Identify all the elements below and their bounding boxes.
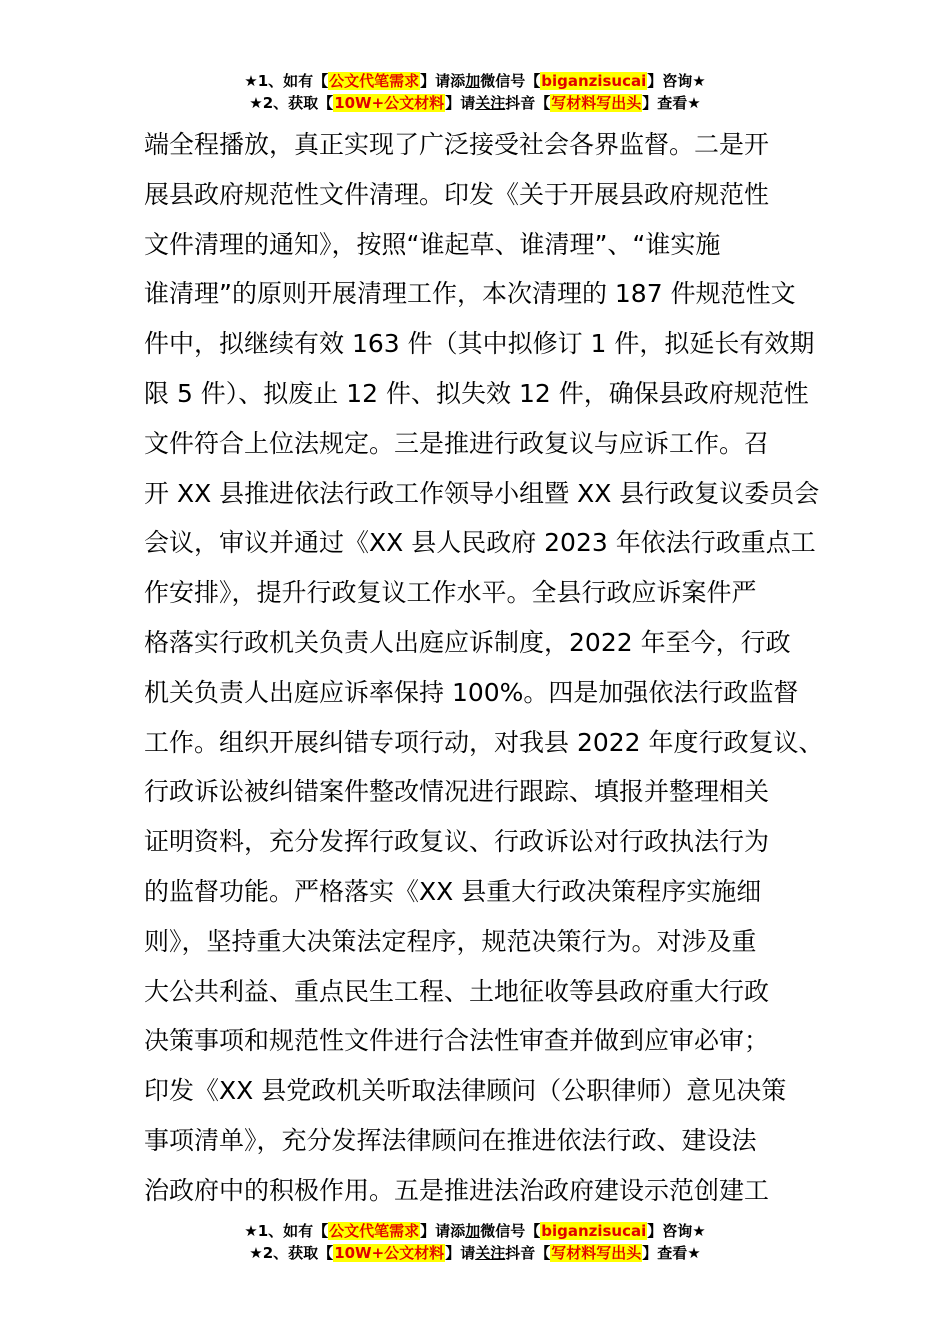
body-line: 决策事项和规范性文件进行合法性审查并做到应审必审；	[144, 1026, 770, 1056]
highlight-text: 公文代笔需求	[329, 72, 420, 90]
banner-text: ★2、获取【	[249, 1244, 334, 1262]
body-line: 文件清理的通知》，按照“谁起草、谁清理”、“谁实施	[144, 229, 721, 259]
highlight-text: 10W+公文材料	[334, 1244, 445, 1262]
body-line: 格落实行政机关负责人出庭应诉制度，2022 年至今，行政	[144, 627, 791, 657]
banner-text: 】查看★	[642, 1244, 701, 1262]
body-line: 的监督功能。严格落实《XX 县重大行政决策程序实施细	[144, 876, 762, 906]
highlight-text: 10W+公文材料	[334, 94, 445, 112]
body-line: 端全程播放，真正实现了广泛接受社会各界监督。二是开	[144, 130, 770, 159]
banner-text: 微信号【	[480, 72, 541, 90]
body-line: 工作。组织开展纠错专项行动，对我县 2022 年度行政复议、	[144, 727, 824, 757]
body-line: 则》，坚持重大决策法定程序，规范决策行为。对涉及重	[144, 926, 757, 956]
body-line: 会议，审议并通过《XX 县人民政府 2023 年依法行政重点工	[144, 528, 816, 558]
banner-text: 】请	[445, 1244, 476, 1262]
banner-text: 抖音【	[505, 1244, 551, 1262]
body-line: 治政府中的积极作用。五是推进法治政府建设示范创建工	[144, 1175, 770, 1205]
body-line: 事项清单》，充分发挥法律顾问在推进依法行政、建设法	[144, 1125, 757, 1155]
body-line: 大公共利益、重点民生工程、土地征收等县政府重大行政	[144, 976, 770, 1006]
banner-text: 抖音【	[505, 94, 551, 112]
body-line: 行政诉讼被纠错案件整改情况进行跟踪、填报并整理相关	[144, 777, 770, 807]
body-line: 作安排》，提升行政复议工作水平。全县行政应诉案件严	[144, 578, 757, 608]
banner-text: 微信号【	[480, 1222, 541, 1240]
banner-text: 】咨询★	[647, 1222, 706, 1240]
underlined-text: 关注	[475, 1244, 506, 1262]
underlined-text: 加	[465, 72, 481, 90]
banner-text: 】请添	[420, 72, 466, 90]
body-line: 印发《XX 县党政机关听取法律顾问（公职律师）意见决策	[144, 1076, 787, 1106]
douyin-highlight: 写材料写出头	[551, 1244, 642, 1262]
banner-line-1	[0, 70, 950, 92]
body-line: 证明资料，充分发挥行政复议、行政诉讼对行政执法行为	[144, 827, 770, 857]
banner-text: 】查看★	[642, 94, 701, 112]
banner-line-1	[0, 1220, 950, 1242]
body-line: 机关负责人出庭应诉率保持 100%。四是加强依法行政监督	[144, 677, 799, 707]
wechat-id-highlight: biganzisucai	[541, 72, 647, 90]
body-line: 谁清理”的原则开展清理工作，本次清理的 187 件规范性文	[144, 279, 796, 309]
banner-text: 】请添	[420, 1222, 466, 1240]
header-banner	[0, 70, 950, 114]
underlined-text: 关注	[475, 94, 506, 112]
banner-text: ★2、获取【	[249, 94, 334, 112]
body-line: 限 5 件）、拟废止 12 件、拟失效 12 件，确保县政府规范性	[144, 378, 809, 408]
body-line: 开 XX 县推进依法行政工作领导小组暨 XX 县行政复议委员会	[144, 478, 820, 508]
banner-text: ★1、如有【	[244, 1222, 329, 1240]
highlight-text: 公文代笔需求	[329, 1222, 420, 1240]
banner-text: ★1、如有【	[244, 72, 329, 90]
document-body	[144, 120, 824, 1216]
banner-line-2	[0, 1242, 950, 1264]
banner-line-2	[0, 92, 950, 114]
wechat-id-highlight: biganzisucai	[541, 1222, 647, 1240]
banner-text: 】咨询★	[647, 72, 706, 90]
body-line: 展县政府规范性文件清理。印发《关于开展县政府规范性	[144, 179, 770, 209]
underlined-text: 加	[465, 1222, 481, 1240]
body-line: 件中，拟继续有效 163 件（其中拟修订 1 件，拟延长有效期	[144, 329, 815, 359]
banner-text: 】请	[445, 94, 476, 112]
footer-banner	[0, 1220, 950, 1264]
douyin-highlight: 写材料写出头	[551, 94, 642, 112]
body-line: 文件符合上位法规定。三是推进行政复议与应诉工作。召	[144, 428, 770, 458]
